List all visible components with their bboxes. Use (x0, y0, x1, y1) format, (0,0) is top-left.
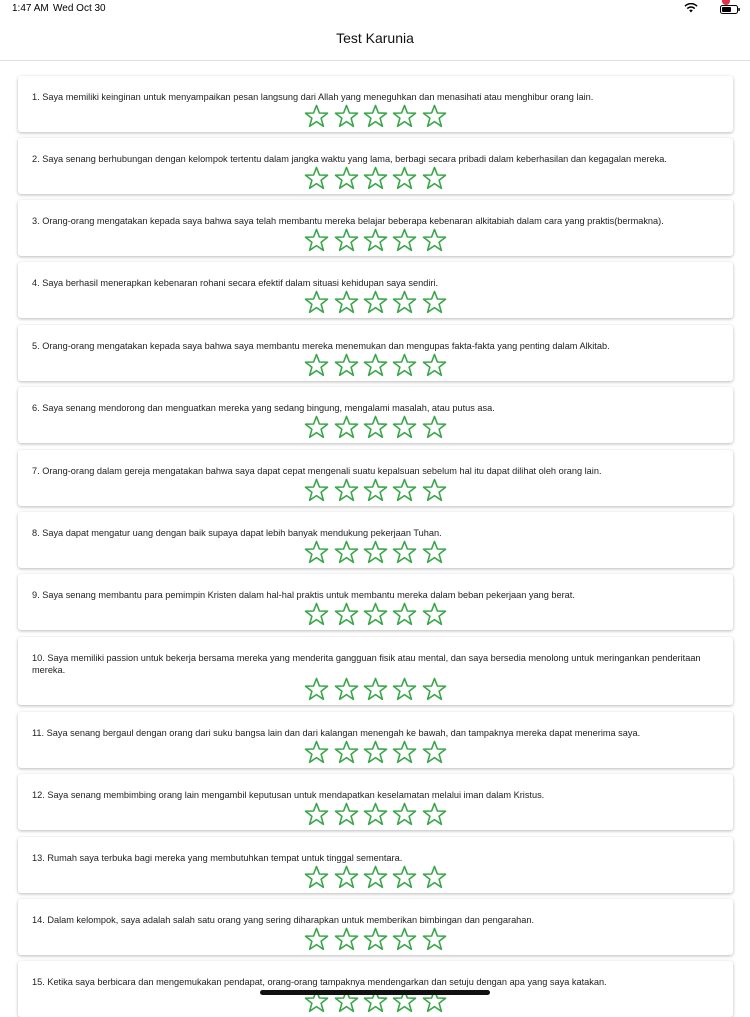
star-rating[interactable] (18, 104, 733, 128)
star-rating[interactable] (18, 290, 733, 314)
status-date: Wed Oct 30 (53, 3, 106, 14)
star-outline-icon[interactable] (334, 740, 359, 764)
question-text: 13. Rumah saya terbuka bagi mereka yang membutuhkan tempat untuk tinggal sementara. (32, 853, 403, 863)
star-outline-icon[interactable] (392, 540, 417, 564)
question-card (18, 712, 733, 768)
star-rating[interactable] (18, 415, 733, 439)
question-card (18, 138, 733, 194)
star-outline-icon[interactable] (304, 677, 329, 701)
star-outline-icon[interactable] (422, 415, 447, 439)
question-card (18, 325, 733, 381)
star-outline-icon[interactable] (392, 228, 417, 252)
question-text: 6. Saya senang mendorong dan menguatkan mereka yang sedang bingung, mengalami masalah, atau putus asa. (32, 403, 495, 413)
star-rating[interactable] (18, 927, 733, 951)
navigation-bar (0, 18, 750, 61)
star-outline-icon[interactable] (392, 865, 417, 889)
question-text: 8. Saya dapat mengatur uang dengan baik supaya dapat lebih banyak mendukung pekerjaan Tuhan. (32, 528, 442, 538)
star-outline-icon[interactable] (304, 602, 329, 626)
question-text: 7. Orang-orang dalam gereja mengatakan bahwa saya dapat cepat mengenali suatu kepalsuan sebelum hal itu dapat dilihat oleh orang lain. (32, 466, 602, 476)
star-outline-icon[interactable] (334, 602, 359, 626)
star-outline-icon[interactable] (422, 228, 447, 252)
star-outline-icon[interactable] (304, 802, 329, 826)
star-outline-icon[interactable] (363, 927, 388, 951)
star-outline-icon[interactable] (422, 927, 447, 951)
star-outline-icon[interactable] (422, 677, 447, 701)
star-outline-icon[interactable] (392, 415, 417, 439)
star-outline-icon[interactable] (363, 865, 388, 889)
star-outline-icon[interactable] (422, 602, 447, 626)
star-outline-icon[interactable] (304, 104, 329, 128)
question-card (18, 76, 733, 132)
page-title: Test Karunia (336, 30, 414, 46)
question-card (18, 450, 733, 506)
star-outline-icon[interactable] (334, 290, 359, 314)
question-text: 1. Saya memiliki keinginan untuk menyampaikan pesan langsung dari Allah yang meneguhkan dan menasihati atau menghibur orang lain. (32, 92, 594, 102)
star-outline-icon[interactable] (422, 478, 447, 502)
star-outline-icon[interactable] (334, 540, 359, 564)
question-text: 5. Orang-orang mengatakan kepada saya bahwa saya membantu mereka menemukan dan mengupas fakta-fakta yang penting dalam Alkitab. (32, 341, 610, 351)
star-outline-icon[interactable] (363, 540, 388, 564)
star-outline-icon[interactable] (392, 353, 417, 377)
star-outline-icon[interactable] (363, 228, 388, 252)
star-rating[interactable] (18, 353, 733, 377)
star-outline-icon[interactable] (304, 927, 329, 951)
star-outline-icon[interactable] (363, 166, 388, 190)
star-outline-icon[interactable] (304, 353, 329, 377)
question-text: 2. Saya senang berhubungan dengan kelompok tertentu dalam jangka waktu yang lama, berbagi secara pribadi dalam keberhasilan dan kegagalan mereka. (32, 154, 667, 164)
star-outline-icon[interactable] (392, 104, 417, 128)
star-outline-icon[interactable] (363, 104, 388, 128)
star-outline-icon[interactable] (392, 602, 417, 626)
star-outline-icon[interactable] (422, 104, 447, 128)
star-outline-icon[interactable] (334, 104, 359, 128)
star-outline-icon[interactable] (422, 540, 447, 564)
star-outline-icon[interactable] (334, 677, 359, 701)
star-outline-icon[interactable] (334, 927, 359, 951)
star-outline-icon[interactable] (392, 166, 417, 190)
question-text: 14. Dalam kelompok, saya adalah salah satu orang yang sering diharapkan untuk memberikan bimbingan dan pengarahan. (32, 915, 535, 925)
question-text: 10. Saya memiliki passion untuk bekerja bersama mereka yang menderita gangguan fisik atau mental, dan saya bersedia menolong untuk meringankan penderitaan mereka. (32, 653, 701, 675)
star-outline-icon[interactable] (363, 290, 388, 314)
star-outline-icon[interactable] (304, 228, 329, 252)
star-outline-icon[interactable] (334, 802, 359, 826)
question-text: 15. Ketika saya berbicara dan mengemukakan pendapat, orang-orang tampaknya mendengarkan dan setuju dengan apa yang saya katakan. (32, 977, 607, 987)
star-outline-icon[interactable] (304, 740, 329, 764)
question-text: 12. Saya senang membimbing orang lain mengambil keputusan untuk mendapatkan keselamatan melalui iman dalam Kristus. (32, 790, 545, 800)
question-text: 3. Orang-orang mengatakan kepada saya bahwa saya telah membantu mereka belajar beberapa kebenaran alkitabiah dalam cara yang praktis(bermakna). (32, 216, 664, 226)
star-outline-icon[interactable] (392, 290, 417, 314)
question-card (18, 262, 733, 318)
question-card (18, 961, 733, 1017)
star-outline-icon[interactable] (363, 802, 388, 826)
star-rating[interactable] (18, 802, 733, 826)
star-outline-icon[interactable] (422, 802, 447, 826)
star-rating[interactable] (18, 865, 733, 889)
star-rating[interactable] (18, 602, 733, 626)
star-outline-icon[interactable] (304, 865, 329, 889)
star-outline-icon[interactable] (304, 166, 329, 190)
wifi-icon (684, 3, 698, 13)
star-outline-icon[interactable] (334, 353, 359, 377)
star-rating[interactable] (18, 540, 733, 564)
question-text: 9. Saya senang membantu para pemimpin Kristen dalam hal-hal praktis untuk membantu mereka dalam beban pekerjaan yang berat. (32, 590, 575, 600)
question-text: 4. Saya berhasil menerapkan kebenaran rohani secara efektif dalam situasi kehidupan saya sendiri. (32, 278, 439, 288)
question-card (18, 574, 733, 630)
question-text: 11. Saya senang bergaul dengan orang dari suku bangsa lain dan dari kalangan menengah ke bawah, dan tampaknya mereka dapat menerima saya. (32, 728, 641, 738)
star-outline-icon[interactable] (304, 415, 329, 439)
star-rating[interactable] (18, 228, 733, 252)
question-card (18, 387, 733, 443)
star-outline-icon[interactable] (334, 478, 359, 502)
star-outline-icon[interactable] (304, 478, 329, 502)
star-outline-icon[interactable] (392, 802, 417, 826)
star-outline-icon[interactable] (304, 290, 329, 314)
star-rating[interactable] (18, 740, 733, 764)
star-outline-icon[interactable] (363, 353, 388, 377)
star-outline-icon[interactable] (334, 228, 359, 252)
star-outline-icon[interactable] (392, 740, 417, 764)
star-rating[interactable] (18, 478, 733, 502)
question-card (18, 200, 733, 256)
star-outline-icon[interactable] (363, 602, 388, 626)
question-card (18, 774, 733, 830)
home-indicator[interactable] (260, 990, 490, 995)
star-outline-icon[interactable] (363, 740, 388, 764)
battery-icon (720, 5, 740, 14)
status-time: 1:47 AM (12, 3, 49, 14)
star-outline-icon[interactable] (363, 478, 388, 502)
question-card (18, 837, 733, 893)
status-bar (0, 0, 750, 18)
star-outline-icon[interactable] (422, 290, 447, 314)
star-outline-icon[interactable] (363, 415, 388, 439)
star-outline-icon[interactable] (422, 353, 447, 377)
star-outline-icon[interactable] (334, 415, 359, 439)
star-rating[interactable] (18, 677, 733, 701)
question-card (18, 512, 733, 568)
star-outline-icon[interactable] (422, 166, 447, 190)
star-outline-icon[interactable] (363, 677, 388, 701)
star-outline-icon[interactable] (392, 927, 417, 951)
star-outline-icon[interactable] (392, 478, 417, 502)
star-outline-icon[interactable] (392, 677, 417, 701)
star-outline-icon[interactable] (422, 740, 447, 764)
star-outline-icon[interactable] (334, 865, 359, 889)
star-outline-icon[interactable] (422, 865, 447, 889)
question-card (18, 899, 733, 955)
star-outline-icon[interactable] (334, 166, 359, 190)
star-outline-icon[interactable] (304, 540, 329, 564)
question-card (18, 637, 733, 705)
star-rating[interactable] (18, 166, 733, 190)
